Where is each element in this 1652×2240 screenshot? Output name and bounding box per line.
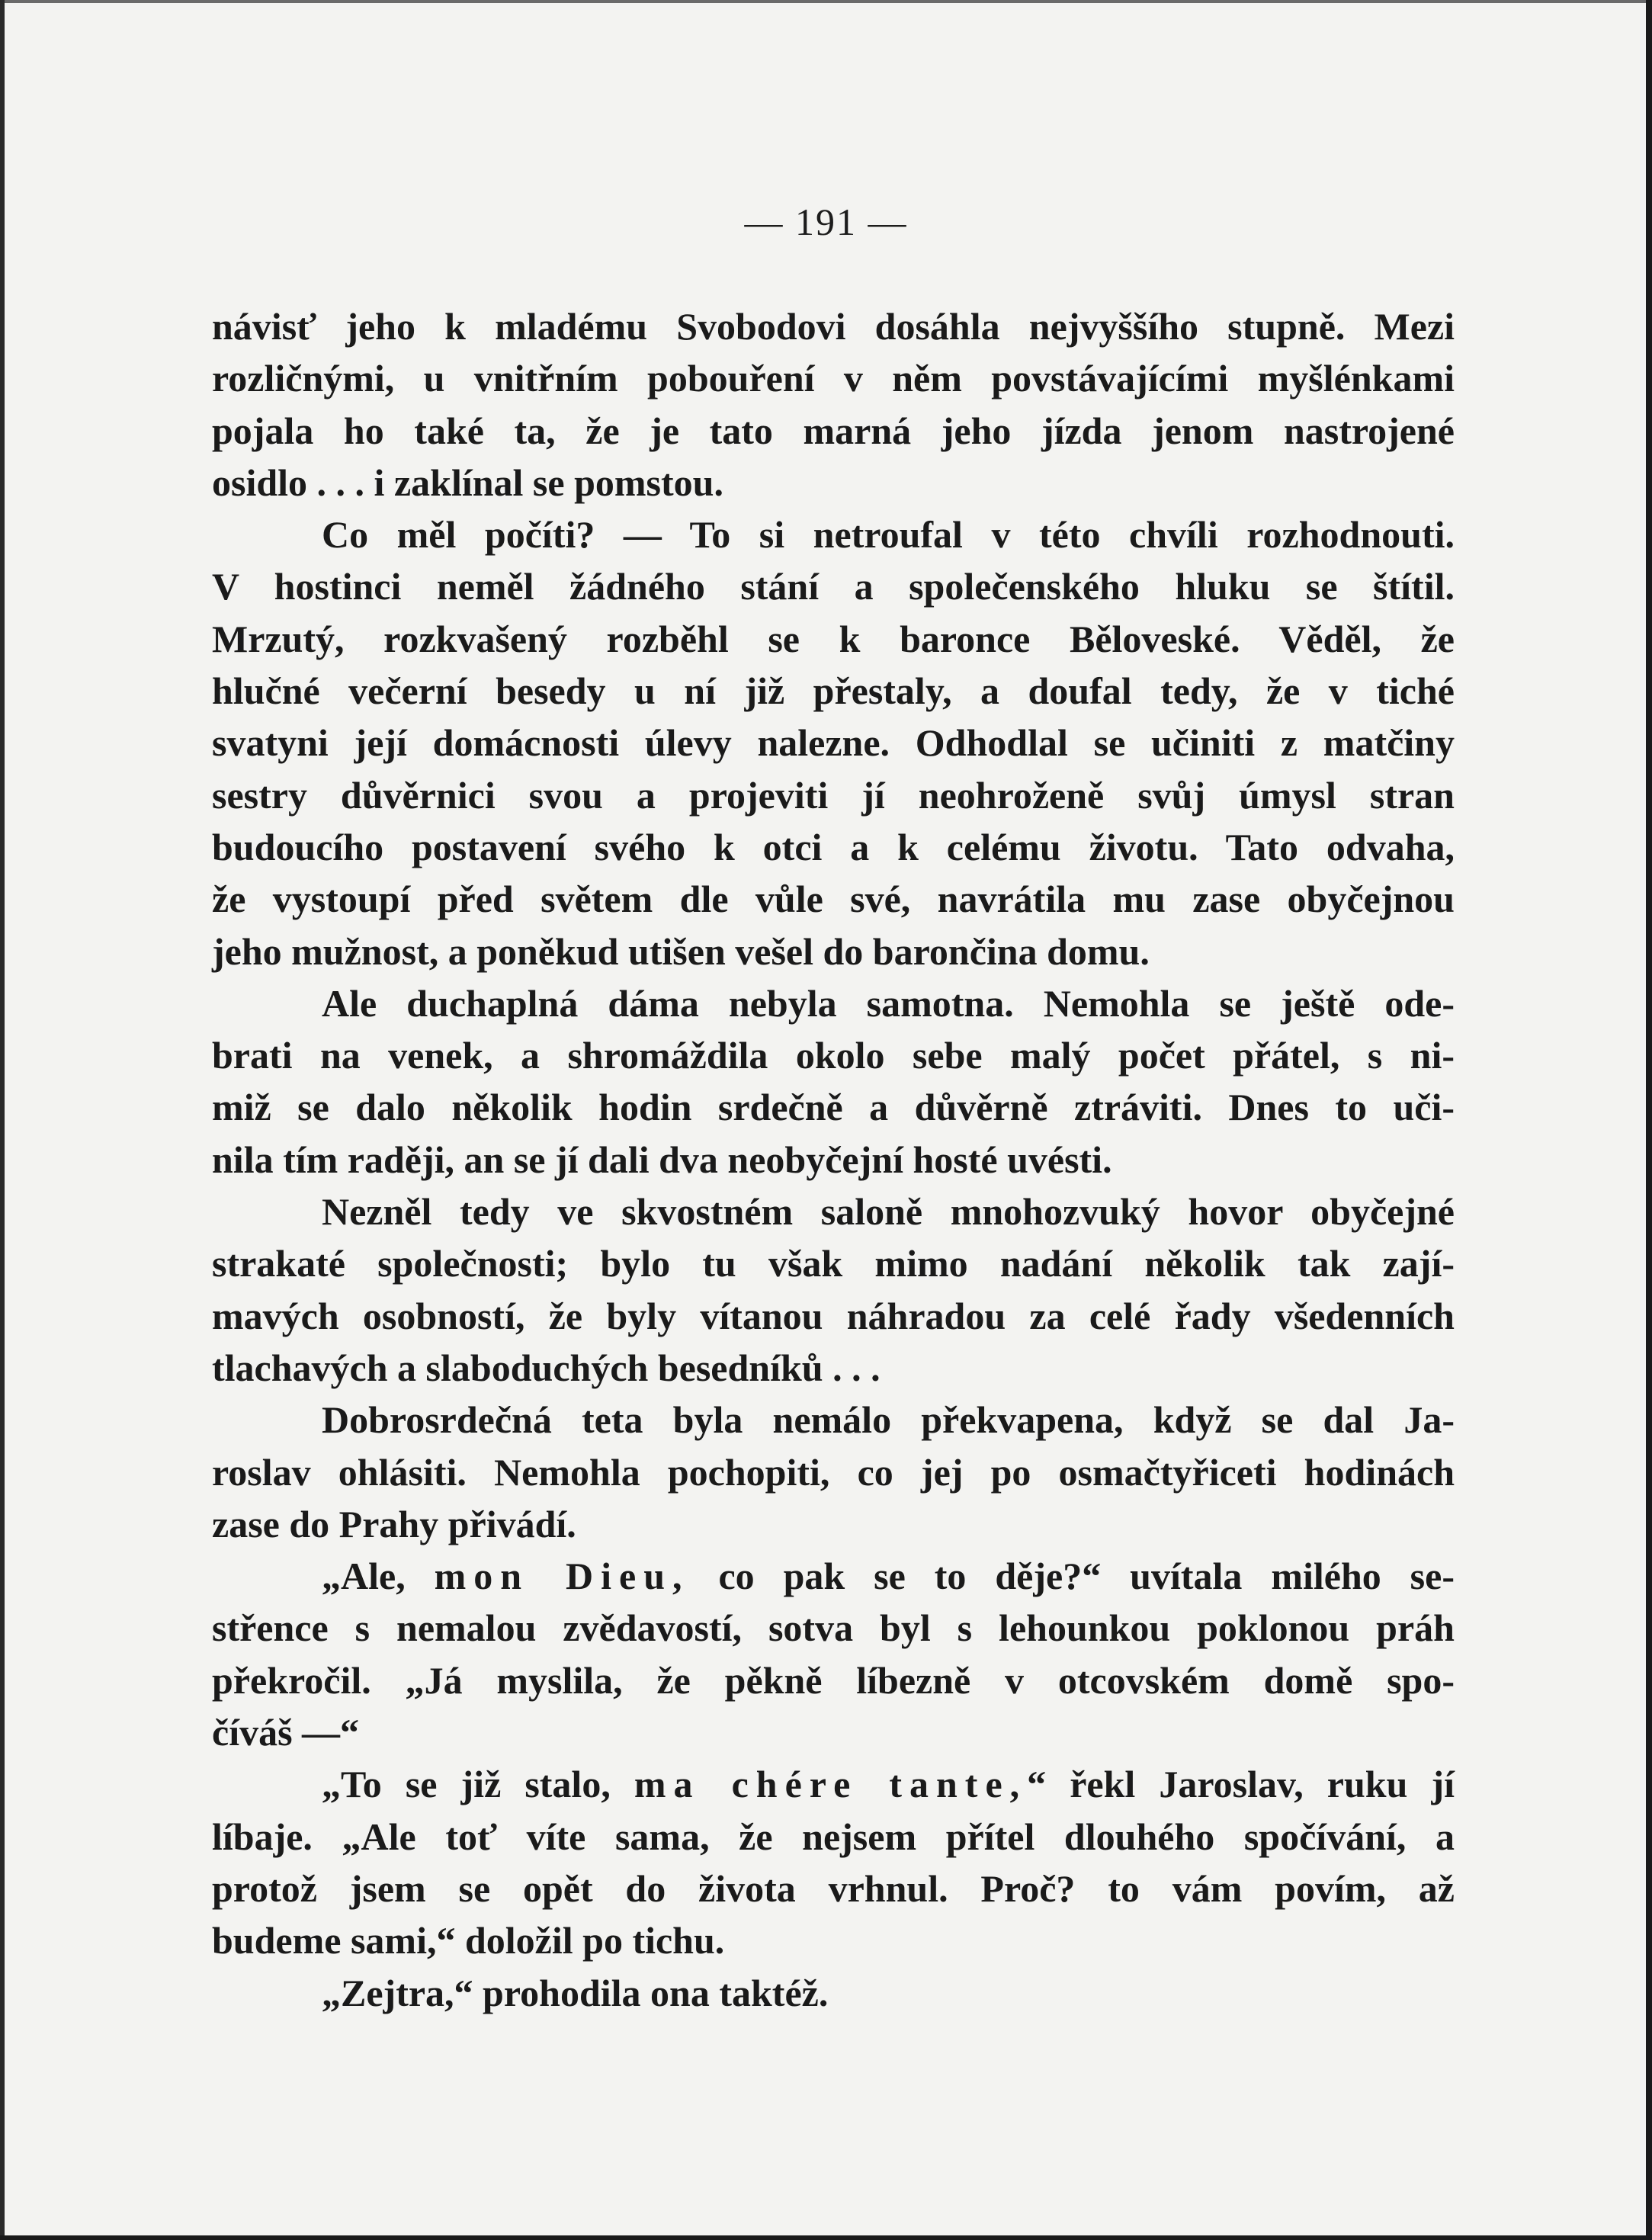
body-text — [212, 300, 1455, 2019]
text-line: že vystoupí před světem dle vůle své, navrátila mu zase obyčejnou — [212, 878, 1455, 921]
text-segment: „To se již stalo, — [322, 1763, 634, 1806]
text-line: strakaté společnosti; bylo tu však mimo nadání několik tak zají- — [212, 1242, 1455, 1285]
text-line: roslav ohlásiti. Nemohla pochopiti, co jej po osmačtyřiceti hodinách — [212, 1450, 1455, 1494]
text-line: brati na venek, a shromáždila okolo sebe malý počet přátel, s ni- — [212, 1034, 1455, 1077]
scan-edge-top — [0, 0, 1652, 3]
scan-edge-right — [1646, 0, 1652, 2240]
text-line: návisť jeho k mladému Svobodovi dosáhla nejvyššího stupně. Mezi — [212, 305, 1455, 348]
text-segment-spaced: ma chére tante, — [634, 1763, 1028, 1806]
text-segment: co pak se to děje?“ uvítala milého se- — [689, 1555, 1455, 1598]
page-number: — 191 — — [744, 201, 908, 243]
text-line: V hostinci neměl žádného stání a společenského hluku se štítil. — [212, 565, 1455, 608]
text-line: budoucího postavení svého k otci a k celému životu. Tato odvaha, — [212, 825, 1455, 868]
text-line: rozličnými, u vnitřním pobouření v něm povstávajícími myšlénkami — [212, 357, 1455, 400]
scan-edge-left — [0, 0, 5, 2240]
text-line — [212, 1550, 1455, 1602]
text-line: miž se dalo několik hodin srdečně a důvěrně ztráviti. Dnes to uči- — [212, 1086, 1455, 1129]
text-segment-spaced: mon Dieu, — [434, 1555, 690, 1598]
text-line: jeho mužnost, a poněkud utišen vešel do barončina domu. — [212, 929, 1150, 973]
text-line: nila tím raději, an se jí dali dva neobyčejní hosté uvésti. — [212, 1138, 1112, 1181]
text-line: mavých osobností, že byly vítanou náhradou za celé řady všedenních — [212, 1294, 1455, 1337]
text-line: číváš —“ — [212, 1711, 360, 1754]
text-line: „Zejtra,“ prohodila ona taktéž. — [322, 1971, 829, 2014]
text-line: Mrzutý, rozkvašený rozběhl se k baronce Běloveské. Věděl, že — [212, 617, 1455, 660]
text-line: střence s nemalou zvědavostí, sotva byl s lehounkou poklonou práh — [212, 1606, 1455, 1650]
text-line: překročil. „Já myslila, že pěkně líbezně v otcovském domě spo- — [212, 1658, 1455, 1702]
text-line: hlučné večerní besedy u ní již přestaly, a doufal tedy, že v tiché — [212, 669, 1455, 713]
text-line: osidlo . . . i zaklínal se pomstou. — [212, 461, 723, 504]
text-line: budeme sami,“ doložil po tichu. — [212, 1919, 725, 1962]
text-line: Co měl počíti? — To si netroufal v této chvíli rozhodnouti. — [322, 513, 1455, 557]
text-line: líbaje. „Ale toť víte sama, že nejsem přítel dlouhého spočívání, a — [212, 1815, 1455, 1858]
text-line: Nezněl tedy ve skvostném saloně mnohozvuký hovor obyčejné — [322, 1190, 1455, 1234]
text-line: Ale duchaplná dáma nebyla samotna. Nemohla se ještě ode- — [322, 981, 1455, 1025]
text-line: sestry důvěrnici svou a projeviti jí neohroženě svůj úmysl stran — [212, 773, 1455, 817]
text-line: tlachavých a slaboduchých besedníků . . . — [212, 1346, 881, 1389]
text-line — [212, 1758, 1455, 1810]
text-line: svatyni její domácnosti úlevy nalezne. Odhodlal se učiniti z matčiny — [212, 721, 1455, 765]
text-segment: „Ale, — [322, 1555, 435, 1598]
text-line: pojala ho také ta, že je tato marná jeho jízda jenom nastrojené — [212, 409, 1455, 452]
scan-edge-bottom — [0, 2235, 1652, 2240]
text-line: zase do Prahy přivádí. — [212, 1502, 576, 1545]
text-line: protož jsem se opět do života vrhnul. Proč? to vám povím, až — [212, 1866, 1455, 1910]
text-line: Dobrosrdečná teta byla nemálo překvapena, když se dal Ja- — [322, 1398, 1455, 1442]
text-segment: “ řekl Jaroslav, ruku jí — [1027, 1763, 1455, 1806]
